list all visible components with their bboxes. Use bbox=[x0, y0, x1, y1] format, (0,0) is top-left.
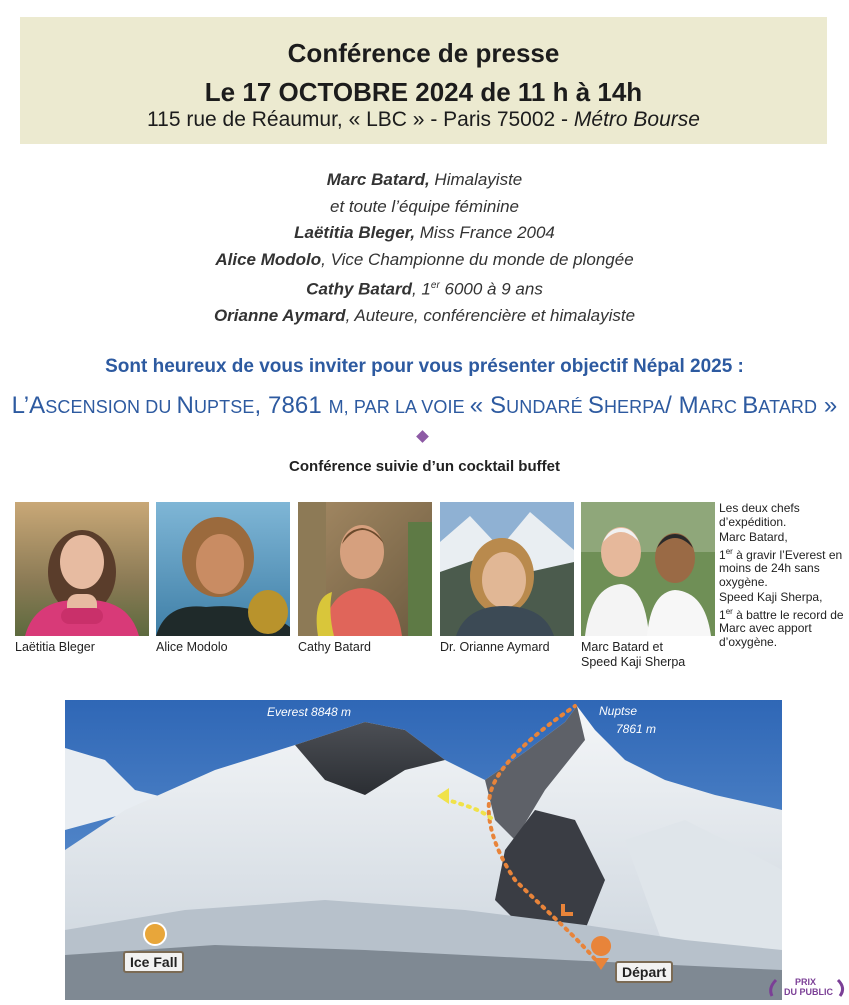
invite-heading: Sont heureux de vous inviter pour vous présenter objectif Népal 2025 : bbox=[105, 356, 744, 377]
banner-title: Conférence de presse bbox=[287, 38, 560, 68]
person-role: Miss France 2004 bbox=[415, 223, 555, 242]
photo-caption: Alice Modolo bbox=[156, 640, 228, 654]
portrait-image bbox=[15, 502, 149, 636]
person-line bbox=[0, 247, 849, 274]
team-line: et toute l’équipe féminine bbox=[329, 196, 520, 216]
person-role: , Vice Championne du monde de plongée bbox=[321, 249, 634, 269]
metro-text: Métro Bourse bbox=[573, 108, 700, 131]
side-line bbox=[719, 545, 847, 590]
nuptse-label: Nuptse bbox=[599, 704, 638, 718]
person-line bbox=[0, 167, 849, 194]
route-part: B bbox=[742, 392, 759, 419]
diamond-divider-icon bbox=[416, 430, 429, 443]
prix-du-public-logo bbox=[764, 970, 849, 1000]
person-line bbox=[0, 220, 849, 247]
route-part: S bbox=[587, 392, 604, 419]
portrait-image bbox=[156, 502, 290, 636]
route-part: « S bbox=[469, 392, 507, 419]
cocktail-line: Conférence suivie d’un cocktail buffet bbox=[289, 458, 560, 475]
everest-label: Everest 8848 m bbox=[267, 705, 352, 719]
route-part: , 7861 bbox=[254, 392, 329, 419]
person-name: Marc Batard, bbox=[326, 170, 430, 189]
leaders-description bbox=[719, 502, 847, 651]
route-part: » bbox=[817, 392, 838, 419]
photo-laetitia-bleger bbox=[15, 502, 149, 636]
photo-caption: Laëtitia Bleger bbox=[15, 640, 95, 654]
nuptse-altitude-label: 7861 m bbox=[616, 722, 657, 736]
photo-caption: Cathy Batard bbox=[298, 640, 371, 654]
route-heading bbox=[0, 392, 849, 420]
portrait-image bbox=[581, 502, 715, 636]
person-name: Orianne Aymard bbox=[213, 306, 346, 326]
route-part: HERPA bbox=[603, 397, 666, 417]
banner-address bbox=[20, 108, 827, 132]
side-line: Marc Batard, bbox=[719, 530, 788, 544]
photo-orianne-aymard bbox=[440, 502, 574, 636]
warning-icon bbox=[144, 923, 166, 945]
route-part: UPTSE bbox=[193, 397, 255, 417]
depart-tag: Départ bbox=[615, 961, 673, 983]
portrait-image bbox=[298, 502, 432, 636]
caption-line: Speed Kaji Sherpa bbox=[581, 655, 686, 669]
photo-cathy-batard bbox=[298, 502, 432, 636]
prix-text: PRIX bbox=[795, 977, 817, 987]
person-role: 6000 à 9 ans bbox=[439, 279, 543, 299]
nuptse-route-image bbox=[65, 700, 782, 1000]
banner-date: Le 17 OCTOBRE 2024 de 11 h à 14h bbox=[204, 77, 643, 107]
person-name: Laëtitia Bleger, bbox=[294, 223, 416, 242]
side-text: à battre le record de Marc avec apport d’oxygène. bbox=[719, 607, 844, 649]
photo-alice-modolo bbox=[156, 502, 290, 636]
photo-caption: Dr. Orianne Aymard bbox=[440, 640, 550, 654]
caption-line: Marc Batard et bbox=[581, 640, 663, 654]
route-part: ARC bbox=[698, 397, 743, 417]
photo-caption bbox=[581, 640, 685, 670]
route-part: UNDARÉ bbox=[506, 397, 588, 417]
route-part: SCENSION DU bbox=[45, 397, 177, 417]
side-line: Speed Kaji Sherpa, bbox=[719, 590, 823, 604]
route-part: L’A bbox=[11, 392, 46, 419]
person-role: Himalayiste bbox=[429, 170, 523, 189]
route-part: ATARD bbox=[758, 397, 818, 417]
route-part: M, PAR LA VOIE bbox=[328, 397, 470, 417]
side-text: 1 bbox=[719, 547, 726, 562]
ordinal-sup: er bbox=[725, 606, 733, 616]
side-text: 1 bbox=[719, 607, 726, 622]
side-line bbox=[719, 605, 847, 650]
side-line: Les deux chefs d’expédition. bbox=[719, 501, 800, 529]
ordinal-sup: er bbox=[725, 546, 733, 556]
icefall-tag: Ice Fall bbox=[123, 951, 184, 973]
side-text: à gravir l’Everest en moins de 24h sans oxygène. bbox=[719, 547, 843, 589]
photo-marc-batard-speed-kaji bbox=[581, 502, 715, 636]
header-banner bbox=[20, 17, 827, 144]
person-line bbox=[0, 303, 849, 330]
person-name: Cathy Batard bbox=[306, 279, 412, 299]
person-role: , 1 bbox=[411, 279, 431, 299]
person-role: , Auteure, conférencière et himalayiste bbox=[345, 306, 636, 326]
prix-text: DU PUBLIC bbox=[784, 987, 833, 997]
ordinal-sup: er bbox=[430, 280, 440, 291]
portrait-image bbox=[440, 502, 574, 636]
address-text: 115 rue de Réaumur, « LBC » - Paris 75002 - bbox=[147, 108, 574, 131]
person-name: Alice Modolo bbox=[215, 249, 322, 269]
people-list bbox=[0, 167, 849, 330]
route-part: / M bbox=[665, 392, 699, 419]
route-part: N bbox=[176, 392, 194, 419]
person-line bbox=[0, 273, 849, 303]
